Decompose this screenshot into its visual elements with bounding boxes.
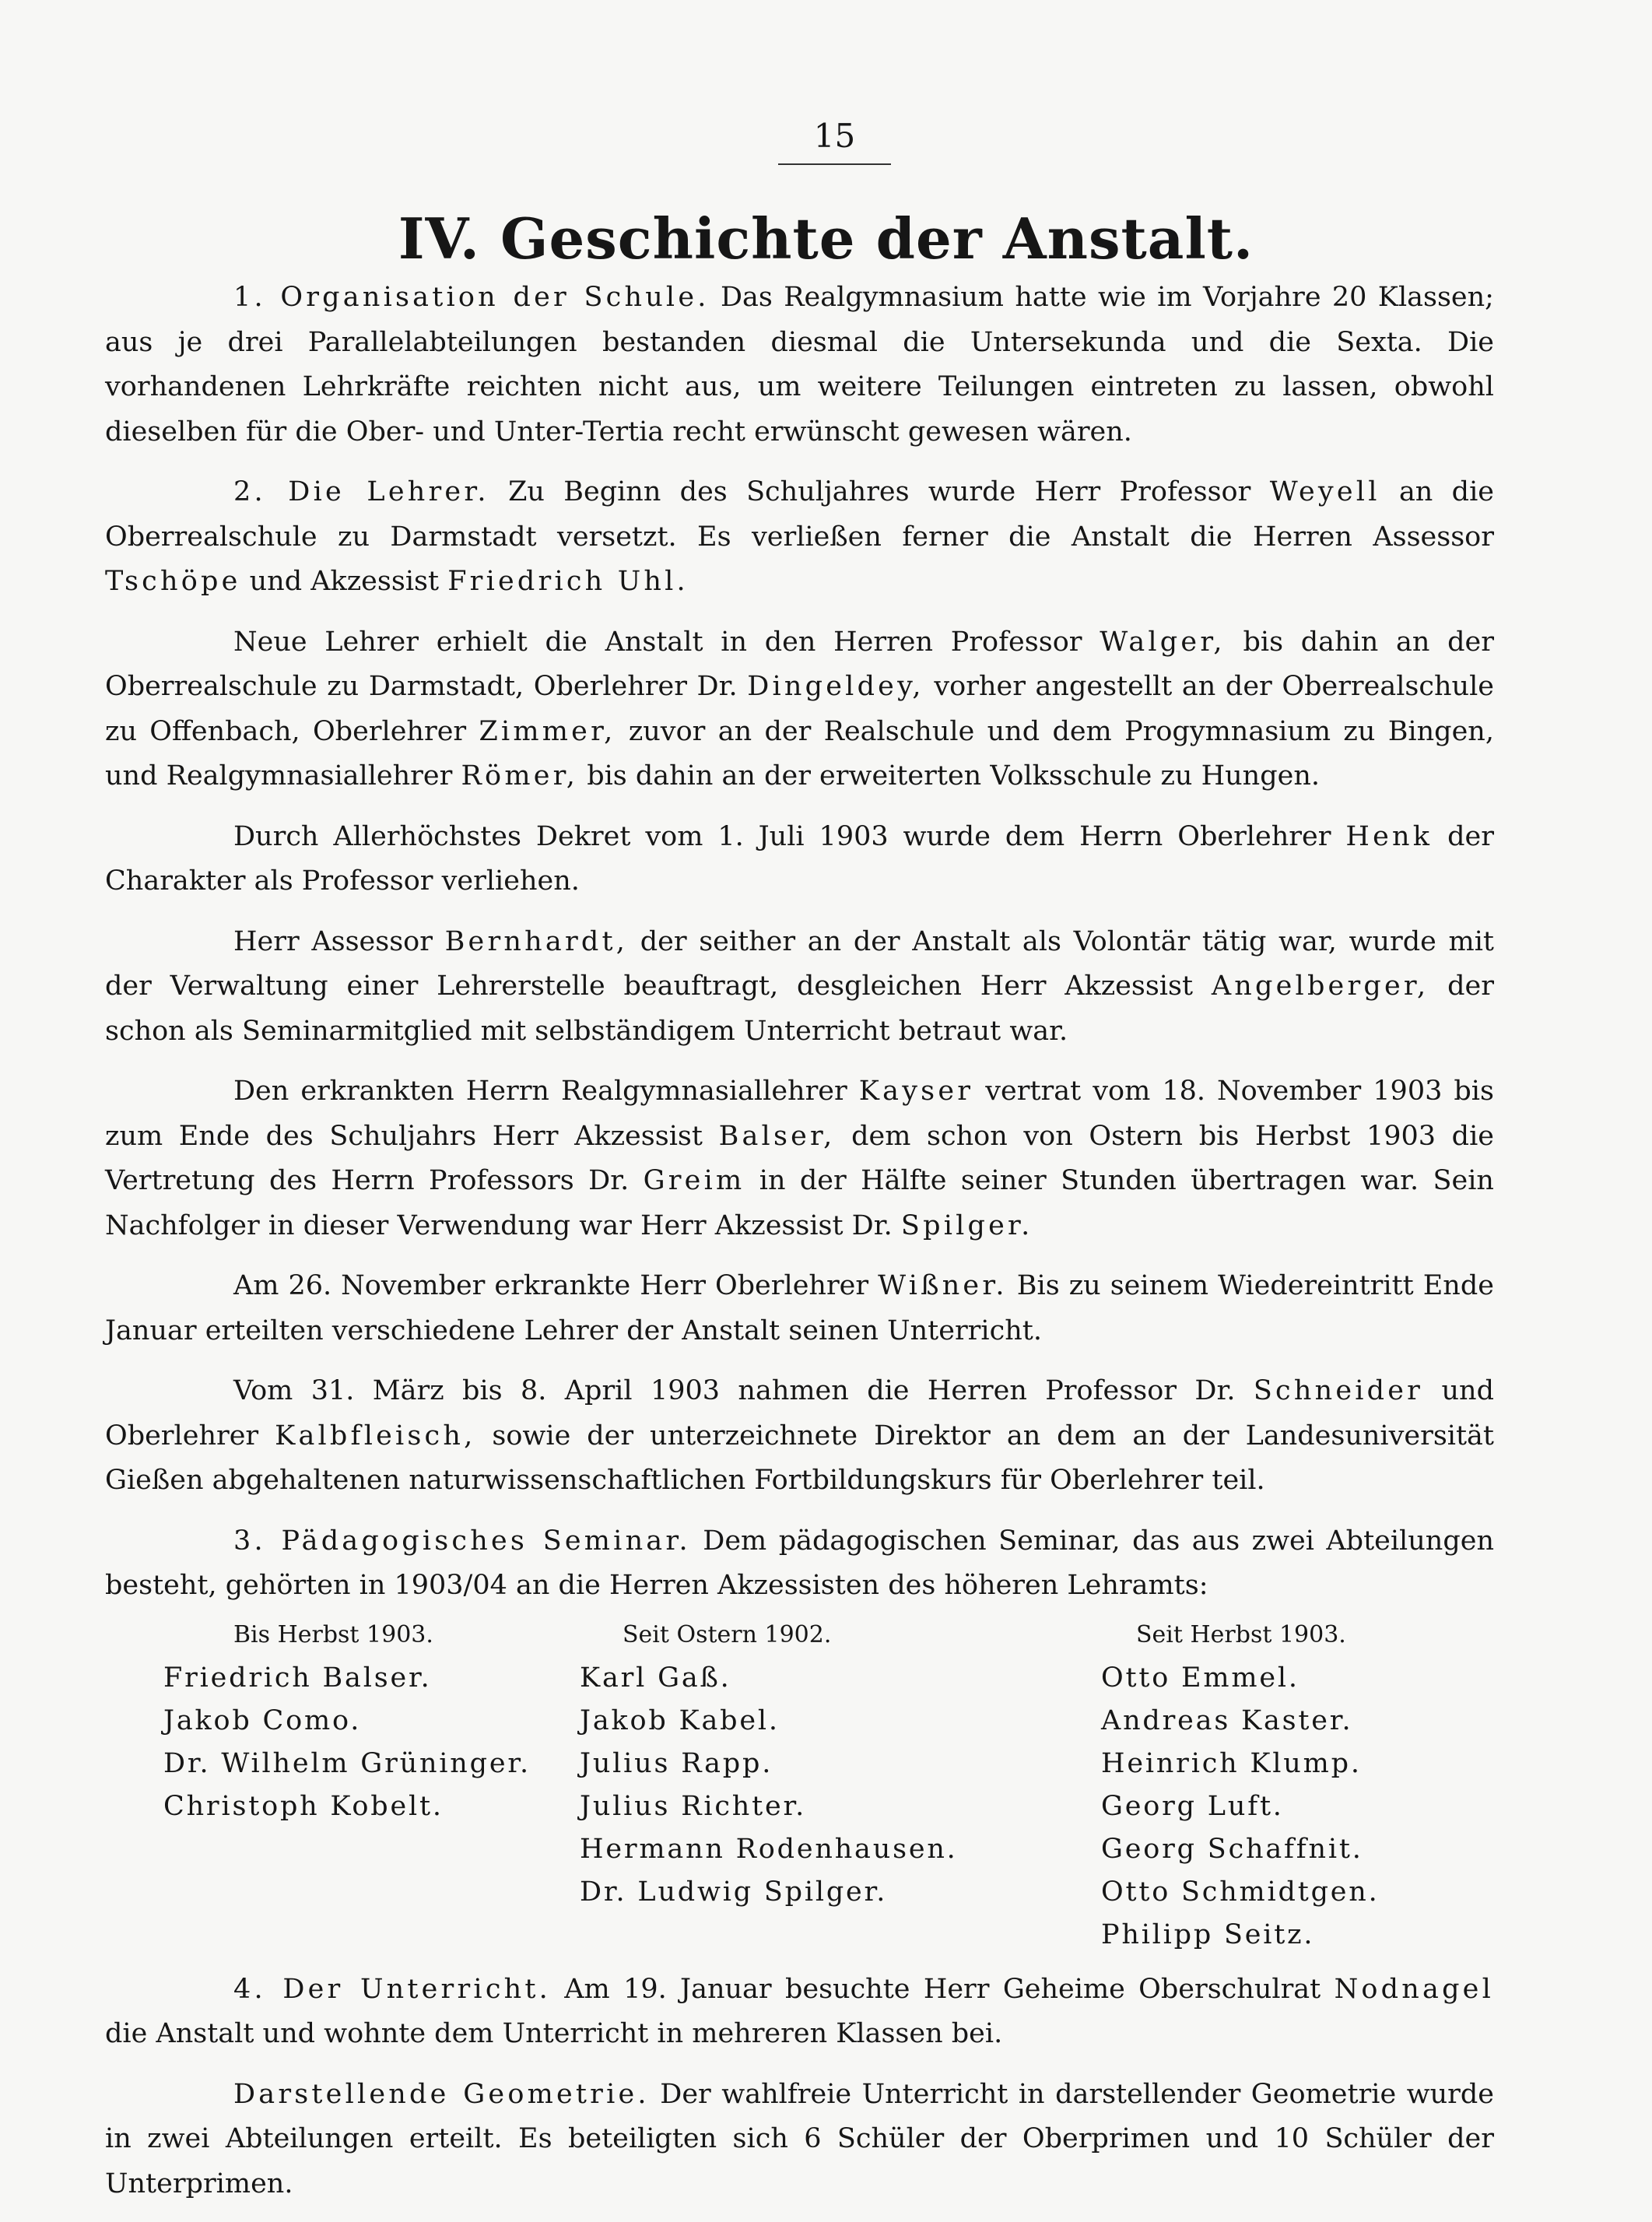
- person-name: Schneider: [1253, 1375, 1424, 1406]
- person-name: Wißner.: [878, 1270, 1008, 1301]
- paragraph-decree: [105, 815, 1494, 904]
- section-heading: Darstellende Geometrie.: [233, 2078, 650, 2110]
- paragraph-organisation: [105, 276, 1494, 455]
- member-name: Andreas Kaster.: [1101, 1704, 1353, 1736]
- person-name: Kalbfleisch,: [275, 1420, 476, 1451]
- member-name: Karl Gaß.: [580, 1662, 731, 1694]
- person-name: Walger,: [1100, 626, 1226, 658]
- member-name: Heinrich Klump.: [1101, 1747, 1362, 1779]
- paragraph-text: Das Realgymnasium hatte wie im Vorjahre 20 Klassen; aus je drei Parallelabteilungen bestanden diesmal die Untersekunda und die Sexta. Die vorhandenen Lehrkräfte reichten nicht aus, um weitere Teilungen eintreten zu lassen, obwohl dieselben für die Ober- und Unter-Tertia recht erwünscht gewesen wären.: [105, 282, 1494, 448]
- member-name: Dr. Wilhelm Grüninger.: [163, 1747, 531, 1779]
- person-name: Henk: [1345, 820, 1433, 852]
- person-name: Greim: [643, 1165, 745, 1196]
- text-segment: Am 19. Januar besuchte Herr Geheime Oberschulrat: [564, 1973, 1321, 2005]
- text-segment: Durch Allerhöchstes Dekret vom 1. Juli 1903 wurde dem Herrn Oberlehrer: [233, 820, 1331, 852]
- text-segment: Vom 31. März bis 8. April 1903 nahmen die Herren Professor Dr.: [233, 1375, 1236, 1406]
- person-name: Balser,: [718, 1120, 836, 1152]
- section-heading: 2. Die Lehrer.: [233, 476, 489, 507]
- column-heading: Seit Herbst 1903.: [1136, 1620, 1346, 1648]
- text-segment: an die Oberrealschule zu Darmstadt versetzt. Es verließen ferner die Anstalt die Herren Assessor: [105, 476, 1494, 553]
- section-heading: 3. Pädagogisches Seminar.: [233, 1525, 691, 1557]
- text-segment: und Akzessist: [249, 566, 440, 597]
- text-segment: Herr Assessor: [233, 925, 433, 957]
- paragraph-text: Dem pädagogischen Seminar, das aus zwei Abteilungen besteht, gehörten in 1903/04 an die Herren Akzessisten des höheren Lehramts:: [105, 1525, 1494, 1601]
- member-name: Julius Rapp.: [580, 1747, 773, 1779]
- member-name: Dr. Ludwig Spilger.: [580, 1876, 888, 1908]
- paragraph-wissner: [105, 1264, 1494, 1353]
- person-name: Weyell: [1269, 476, 1380, 507]
- chapter-title: IV. Geschichte der Anstalt.: [398, 205, 1254, 272]
- text-segment: Den erkrankten Herrn Realgymnasiallehrer: [233, 1076, 847, 1107]
- text-segment: der seither an der Anstalt als Volontär tätig war, wurde mit der Verwaltung einer Lehrerstelle beauftragt, desgleichen Herr Akzessist: [105, 925, 1494, 1002]
- member-name: Christoph Kobelt.: [163, 1790, 444, 1822]
- paragraph-lehrer: [105, 470, 1494, 605]
- paragraph-fortbildung: [105, 1369, 1494, 1504]
- seminar-member-columns: [105, 1618, 1494, 1957]
- text-segment: und Oberlehrer: [105, 1375, 1494, 1451]
- person-name: Römer,: [461, 760, 579, 792]
- text-segment: Neue Lehrer erhielt die Anstalt in den Herren Professor: [233, 626, 1082, 658]
- text-segment: der schon als Seminarmitglied mit selbständigem Unterricht betraut war.: [105, 971, 1494, 1047]
- text-segment: vertrat vom 18. November 1903 bis zum Ende des Schuljahrs Herr Akzessist: [105, 1076, 1494, 1152]
- text-segment: Am 26. November erkrankte Herr Oberlehrer: [233, 1270, 869, 1301]
- member-name: Philipp Seitz.: [1101, 1918, 1315, 1950]
- member-name: Otto Schmidtgen.: [1101, 1876, 1380, 1908]
- text-segment: sowie der unterzeichnete Direktor an dem an der Landesuniversität Gießen abgehaltenen naturwissenschaftlichen Fortbildungskurs für Oberlehrer teil.: [105, 1420, 1494, 1496]
- member-name: Jakob Kabel.: [580, 1704, 780, 1736]
- section-heading: 1. Organisation der Schule.: [233, 282, 710, 313]
- section-heading: 4. Der Unterricht.: [233, 1973, 551, 2005]
- person-name: Kayser: [858, 1076, 974, 1107]
- member-name: Julius Richter.: [580, 1790, 807, 1822]
- seminar-column-1: [105, 1618, 580, 1957]
- member-name: Otto Emmel.: [1101, 1662, 1300, 1694]
- member-name: Jakob Como.: [163, 1704, 362, 1736]
- seminar-column-3: [1086, 1618, 1494, 1957]
- paragraph-bernhardt: [105, 920, 1494, 1055]
- person-name: Angelberger,: [1211, 971, 1429, 1002]
- text-segment: vorher angestellt an der Oberrealschule zu Offenbach, Oberlehrer: [105, 671, 1494, 747]
- member-name: Hermann Rodenhausen.: [580, 1833, 958, 1865]
- person-name: Nodnagel: [1334, 1973, 1494, 2005]
- person-name: Dingeldey,: [747, 671, 924, 702]
- member-name: Georg Luft.: [1101, 1790, 1284, 1822]
- paragraph-geometrie: [105, 2073, 1494, 2207]
- member-name: Georg Schaffnit.: [1101, 1833, 1363, 1865]
- paragraph-seminar: [105, 1519, 1494, 1609]
- text-segment: der Charakter als Professor verliehen.: [105, 820, 1494, 897]
- document-body: [105, 276, 1494, 2222]
- paragraph-kayser: [105, 1069, 1494, 1248]
- text-segment: bis dahin an der erweiterten Volksschule zu Hungen.: [587, 760, 1320, 792]
- text-segment: bis dahin an der Oberrealschule zu Darmstadt, Oberlehrer Dr.: [105, 626, 1494, 702]
- paragraph-unterricht: [105, 1968, 1494, 2057]
- column-heading: Seit Ostern 1902.: [623, 1620, 832, 1648]
- text-segment: Zu Beginn des Schuljahres wurde Herr Professor: [508, 476, 1251, 507]
- paragraph-text: Der wahlfreie Unterricht in darstellender Geometrie wurde in zwei Abteilungen erteilt. Es beteiligten sich 6 Schüler der Oberprimen und 10 Schüler der Unterprimen.: [105, 2078, 1495, 2199]
- person-name: Friedrich Uhl.: [447, 566, 689, 597]
- text-segment: die Anstalt und wohnte dem Unterricht in mehreren Klassen bei.: [105, 2018, 1003, 2049]
- text-segment: zuvor an der Realschule und dem Progymnasium zu Bingen, und Realgymnasiallehrer: [105, 715, 1494, 792]
- person-name: Bernhardt,: [444, 925, 629, 957]
- text-segment: dem schon von Ostern bis Herbst 1903 die Vertretung des Herrn Professors Dr.: [105, 1120, 1494, 1196]
- paragraph-new-teachers: [105, 620, 1494, 799]
- text-segment: Bis zu seinem Wiedereintritt Ende Januar erteilten verschiedene Lehrer der Anstalt seinen Unterricht.: [105, 1270, 1494, 1346]
- text-segment: in der Hälfte seiner Stunden übertragen war. Sein Nachfolger in dieser Verwendung war Herr Akzessist Dr.: [105, 1165, 1494, 1241]
- person-name: Tschöpe: [105, 566, 241, 597]
- column-heading: Bis Herbst 1903.: [233, 1620, 433, 1648]
- person-name: Zimmer,: [479, 715, 616, 747]
- page-number: 15: [778, 117, 891, 165]
- seminar-column-2: [580, 1618, 1086, 1957]
- person-name: Spilger.: [900, 1209, 1033, 1241]
- member-name: Friedrich Balser.: [163, 1662, 432, 1694]
